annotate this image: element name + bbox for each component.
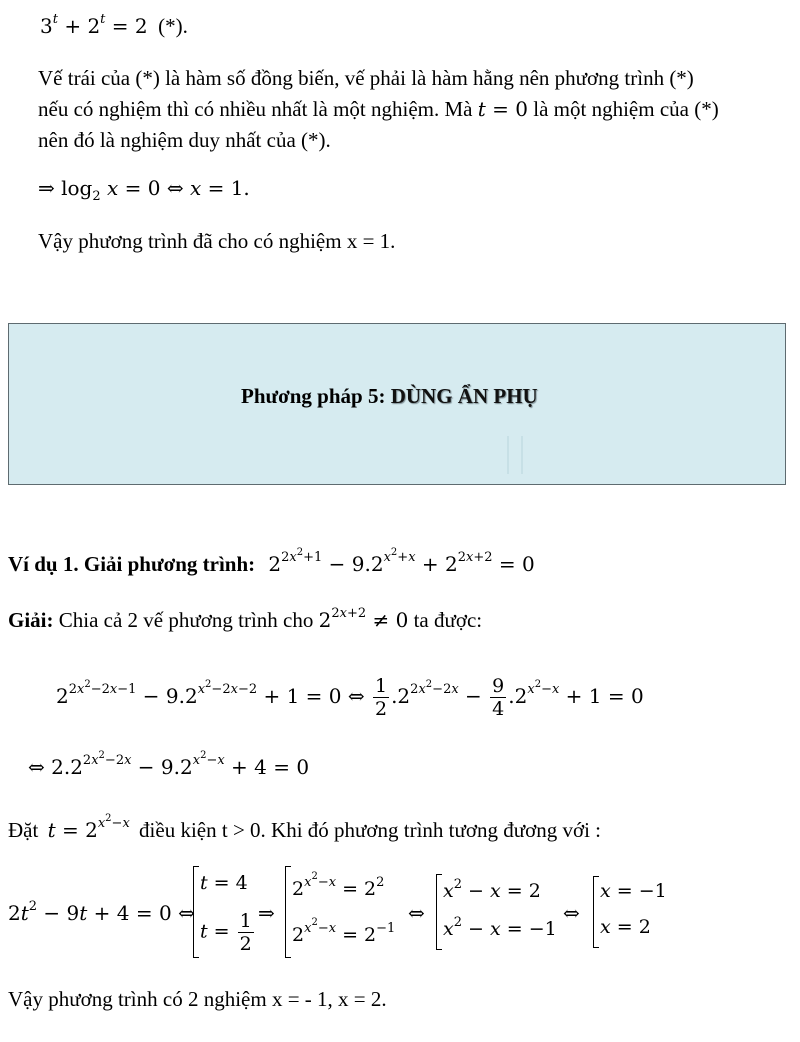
example-heading: Ví dụ 1. Giải phương trình: $2^{2x^2+1} - 9.2^{x^2+x} + 2^{2x+2} = 0$ [8, 547, 535, 576]
system-solutions: x = −1 x = 2 [593, 876, 668, 948]
solution-label: Giải: [8, 608, 54, 632]
equation-star: $3^t + 2^t = 2$ (*). [40, 12, 188, 38]
paragraph-line-3: nên đó là nghiệm duy nhất của (*). [38, 128, 331, 152]
solution-intro: Giải: Chia cả 2 vế phương trình cho $2^{2x+2} \ne 0$ ta được: [8, 606, 483, 632]
system-quadratic: $x^2 - x = 2$ $x^2 - x = -1$ [436, 874, 561, 950]
banner-prefix: Phương pháp 5: [241, 384, 386, 408]
banner-decoration [507, 436, 509, 474]
top-conclusion: Vậy phương trình đã cho có nghiệm x = 1. [38, 229, 396, 253]
substitution-line: Đặt $t = 2^{x^2-x}$ điều kiện t > 0. Khi đó phương trình tương đương với : [8, 813, 602, 842]
example-label: Ví dụ 1. Giải phương trình: [8, 552, 256, 576]
banner-decoration [521, 436, 523, 474]
paragraph-line-1: Vế trái của (*) là hàm số đồng biến, vế phải là hàm hằng nên phương trình (*) [38, 66, 694, 90]
system-t-values: t = 4 t = $\frac{1}{2}$ [193, 866, 256, 958]
banner-highlight: DÙNG ẨN PHỤ [390, 384, 538, 408]
equivalent-equation: ⇔ $2.2^{2x^2-2x} - 9.2^{x^2-x} + 4 = 0$ [28, 750, 310, 779]
log-implication: ⇒ $\log_2 x = 0$ ⇔ x = 1. [38, 176, 250, 204]
banner-title [241, 384, 538, 409]
final-conclusion: Vậy phương trình có 2 nghiệm x = - 1, x = 2. [8, 987, 387, 1011]
equivalent-arrow: ⇔ [563, 901, 580, 925]
equivalent-arrow: ⇔ [408, 901, 425, 925]
system-exponential: $2^{x^2-x} = 2^2$ $2^{x^2-x} = 2^{-1}$ [285, 866, 404, 958]
method-banner [8, 323, 786, 485]
quadratic-equation: $2t^2 - 9t + 4 = 0$ ⇔ [8, 899, 195, 925]
implies-arrow: ⇒ [258, 901, 275, 925]
equation-star-label: (*). [158, 14, 188, 38]
divided-equation: $2^{2x^2-2x-1} - 9.2^{x^2-2x-2} + 1 = 0$ ⇔ $\frac{1}{2}$ $.2^{2x^2-2x}$ − $\frac{9}{4}$ $.2^{x^2-x} + 1 = 0$ [56, 675, 644, 720]
paragraph-line-2: nếu có nghiệm thì có nhiều nhất là một nghiệm. Mà t = 0 là một nghiệm của (*) [38, 97, 719, 121]
